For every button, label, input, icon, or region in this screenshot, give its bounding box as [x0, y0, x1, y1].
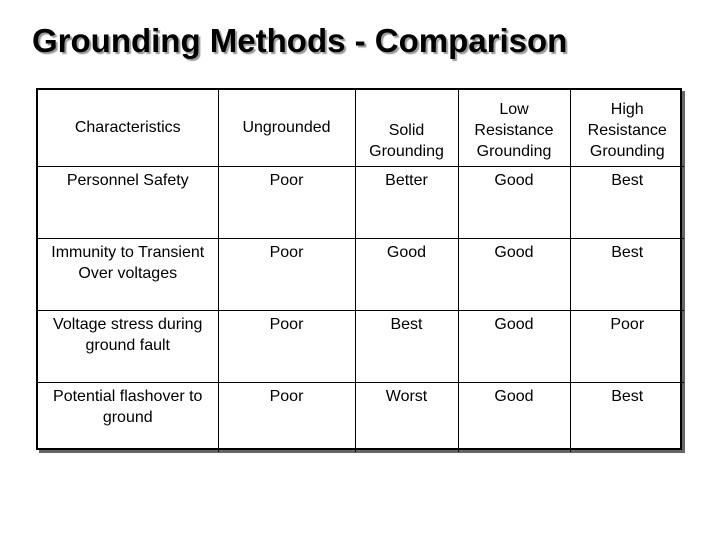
header-low-resistance-grounding: Low Resistance Grounding: [458, 90, 570, 166]
cell-characteristic: Potential flashover to ground: [38, 382, 218, 452]
header-characteristics: Characteristics: [38, 90, 218, 166]
cell-solid-grounding: Worst: [355, 382, 458, 452]
cell-ungrounded: Poor: [218, 166, 355, 238]
cell-ungrounded: Poor: [218, 382, 355, 452]
comparison-table: [38, 90, 684, 452]
cell-low-resistance: Good: [458, 310, 570, 382]
table-row: [38, 382, 684, 452]
cell-low-resistance: Good: [458, 238, 570, 310]
cell-high-resistance: Best: [570, 166, 684, 238]
table-row: [38, 166, 684, 238]
cell-solid-grounding: Best: [355, 310, 458, 382]
header-solid-grounding: Solid Grounding: [355, 90, 458, 166]
cell-characteristic: Personnel Safety: [38, 166, 218, 238]
cell-high-resistance: Best: [570, 238, 684, 310]
cell-characteristic: Immunity to Transient Over voltages: [38, 238, 218, 310]
table-row: [38, 238, 684, 310]
table-row: [38, 310, 684, 382]
page-title: Grounding Methods - Comparison: [32, 22, 568, 59]
cell-ungrounded: Poor: [218, 310, 355, 382]
cell-high-resistance: Best: [570, 382, 684, 452]
cell-low-resistance: Good: [458, 382, 570, 452]
header-ungrounded: Ungrounded: [218, 90, 355, 166]
header-high-resistance-grounding: High Resistance Grounding: [570, 90, 684, 166]
cell-characteristic: Voltage stress during ground fault: [38, 310, 218, 382]
cell-high-resistance: Poor: [570, 310, 684, 382]
comparison-table-container: [36, 88, 682, 450]
table-header-row: [38, 90, 684, 166]
cell-solid-grounding: Better: [355, 166, 458, 238]
cell-ungrounded: Poor: [218, 238, 355, 310]
cell-solid-grounding: Good: [355, 238, 458, 310]
cell-low-resistance: Good: [458, 166, 570, 238]
